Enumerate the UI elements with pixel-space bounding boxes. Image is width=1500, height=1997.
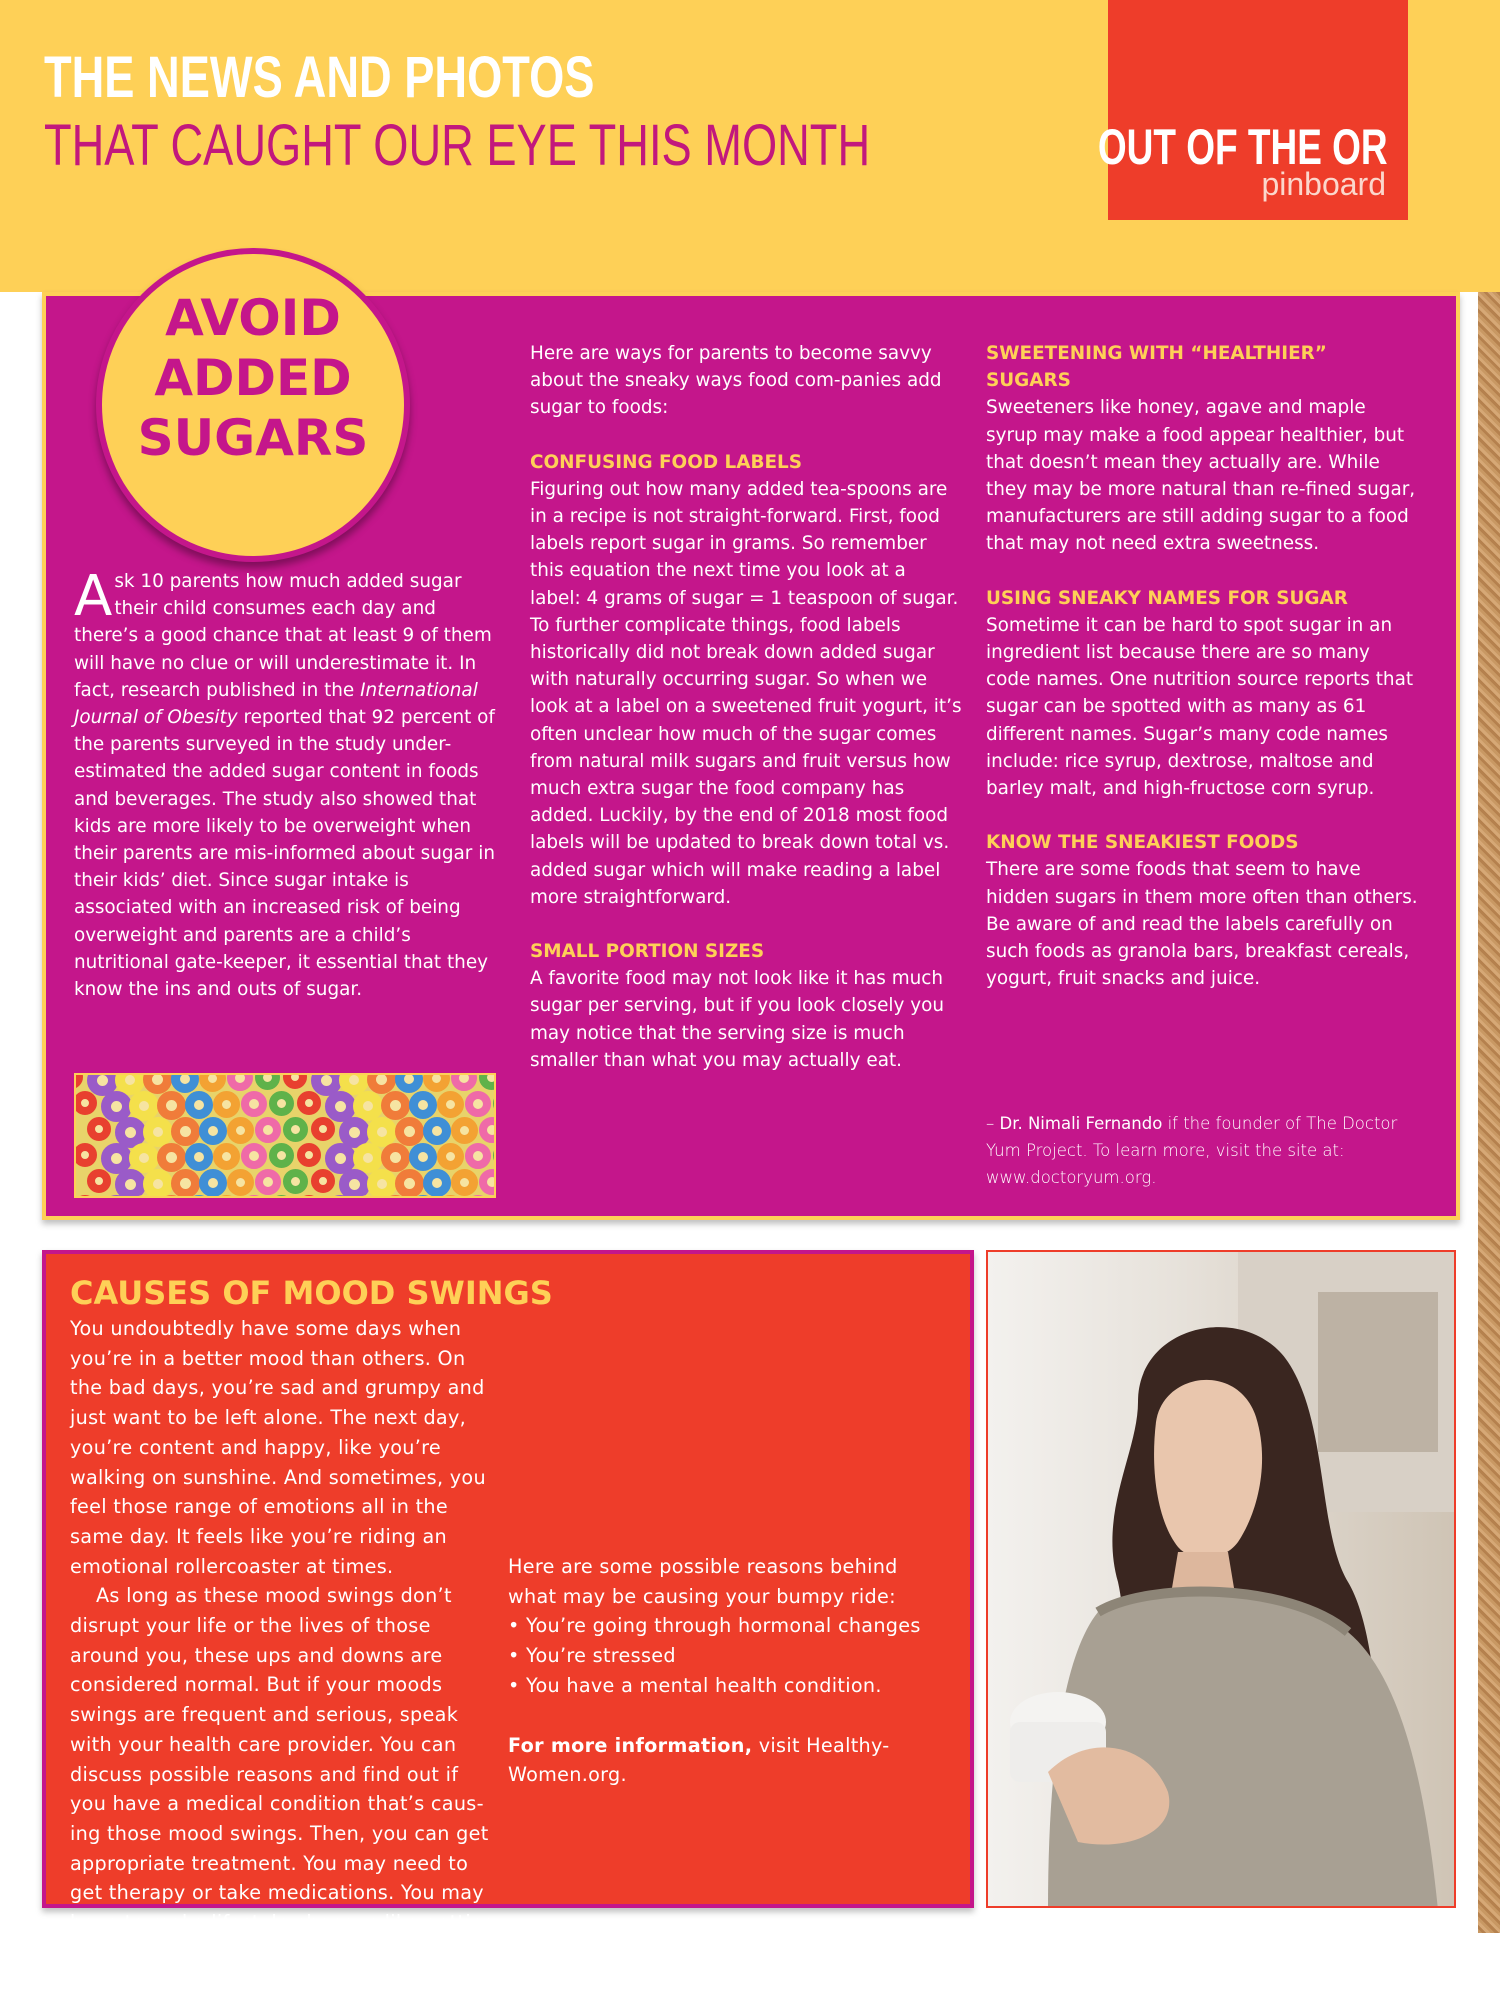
cereal-ring <box>451 1117 478 1144</box>
cereal-ring <box>451 1073 477 1091</box>
section-heading: SWEETENING WITH “HEALTHIER” SUGARS <box>986 343 1327 392</box>
mood-paragraph: As long as these mood swings don’t disrupt your life or the lives of those around you, these ups and downs are considered normal. But if your moods swings are frequent and serious, speak with your health care provider. You can discuss possible reasons and find out if you have a medical condition that’s caus-ing those mood swings. Then, you can get appropriate treatment. You may need to get therapy or take medications. You may have to make lifestyle changes like getting plenty of exercise and sleeping and eating healthfully. <box>70 1584 496 1994</box>
woman-with-mug-photo <box>986 1250 1456 1908</box>
mood-paragraph: You undoubtedly have some days when you’re in a better mood than others. On the bad days, you’re sad and grumpy and just want to be left alone. The next day, you’re content and happy, like you’re walking on sunshine. And sometimes, you feel those range of emotions all in the same day. It feels like you’re riding an emotional rollercoaster at times. <box>70 1317 486 1578</box>
header-title-line2: THAT CAUGHT OUR EYE THIS MONTH <box>44 113 871 178</box>
section-heading: KNOW THE SNEAKIEST FOODS <box>986 832 1299 854</box>
page-header <box>0 0 1500 292</box>
section-heading: USING SNEAKY NAMES FOR SUGAR <box>986 587 1348 609</box>
cereal-ring <box>479 1117 496 1143</box>
mood-right-column <box>508 1314 934 1790</box>
cereal-ring <box>269 1195 294 1198</box>
cereal-ring <box>395 1117 424 1146</box>
cereal-ring <box>381 1143 410 1172</box>
sugar-lead-paragraph: Here are ways for parents to become savvy about the sneaky ways food com-panies add sugar to foods: <box>530 343 942 419</box>
sugar-title-line: SUGARS <box>137 409 369 467</box>
cereal-ring <box>185 1143 213 1171</box>
author-credit <box>986 1110 1406 1191</box>
cereal-ring <box>255 1073 280 1090</box>
cereal-ring <box>269 1091 294 1116</box>
cereal-ring <box>74 1195 97 1198</box>
cereal-ring <box>115 1169 146 1198</box>
cereal-photo <box>74 1073 496 1198</box>
cereal-ring <box>465 1143 491 1169</box>
more-info-label: For more information, <box>508 1733 753 1757</box>
section-text: Figuring out how many added tea-spoons are in a recipe is not straight-forward. First, food labels report sugar in grams. So remember this equation the next time you look at a label: 4 grams of sugar = 1 teaspoon of sugar. To further complicate things, food labels historically did not break down added sugar with naturally occurring sugar. So when we look at a label on a sweetened fruit yogurt, it’s often unclear how much of the sugar comes from natural milk sugars and fruit versus how much extra sugar the food company has added. Luckily, by the end of 2018 most food labels will be updated to break down total vs. added sugar which will make reading a label more straightforward. <box>530 478 962 908</box>
cereal-ring <box>74 1091 97 1115</box>
cereal-ring <box>297 1143 321 1167</box>
cereal-ring <box>395 1169 424 1198</box>
cereal-ring <box>157 1091 186 1120</box>
cereal-ring <box>269 1143 294 1168</box>
mood-left-column <box>70 1314 496 1997</box>
cereal-ring <box>283 1117 308 1142</box>
cereal-ring <box>367 1169 397 1198</box>
cereal-ring <box>255 1169 281 1195</box>
photo-illustration <box>988 1252 1456 1908</box>
cereal-ring <box>297 1195 321 1198</box>
cereal-ring <box>339 1169 370 1198</box>
cereal-ring <box>213 1143 240 1170</box>
cereal-ring <box>283 1169 308 1194</box>
sugar-right-column <box>986 340 1418 992</box>
cereal-ring <box>199 1117 227 1145</box>
cereal-ring <box>171 1073 199 1093</box>
cereal-ring <box>465 1195 491 1198</box>
sugar-middle-column <box>530 340 962 1074</box>
column-continuation-space <box>508 1314 934 1522</box>
cereal-ring <box>395 1073 423 1093</box>
cereal-ring <box>297 1091 321 1115</box>
cereal-ring <box>74 1073 83 1089</box>
cereal-ring <box>87 1169 111 1193</box>
cereal-ring <box>409 1091 437 1119</box>
cereal-ring <box>143 1169 173 1198</box>
cereal-ring <box>493 1143 496 1168</box>
section-heading: CONFUSING FOOD LABELS <box>530 451 802 473</box>
cereal-ring <box>409 1143 437 1171</box>
cereal-ring <box>437 1091 464 1118</box>
corkboard-edge <box>1478 292 1500 1933</box>
cereal-ring <box>283 1073 307 1089</box>
cereal-ring <box>213 1091 240 1118</box>
cereal-ring <box>227 1117 254 1144</box>
intro-text: sk 10 parents how much added sugar their child consumes each day and there’s a good chance that at least 9 of them will have no clue or will underestimate it. In fact, research published in the <box>74 571 492 701</box>
badge-title: OUT OF THE OR <box>1098 119 1388 175</box>
section-text: A favorite food may not look like it has much sugar per serving, but if you look closely you may notice that the serving size is much smaller than what you may actually eat. <box>530 968 945 1071</box>
drop-cap: A <box>74 564 113 629</box>
cereal-ring <box>185 1091 213 1119</box>
cereal-ring <box>157 1143 186 1172</box>
more-info <box>508 1731 934 1790</box>
section-text: There are some foods that seem to have hidden sugars in them more often than others. Be aware of and read the labels carefully on such foods as granola bars, breakfast cereals, yogurt, fruit snacks and juice. <box>986 859 1418 990</box>
cereal-ring <box>255 1117 281 1143</box>
cereal-ring <box>311 1117 335 1141</box>
reason-item: • You’re stressed <box>508 1644 676 1668</box>
badge-subtitle: pinboard <box>1261 166 1386 202</box>
sugar-title-line: ADDED <box>154 349 352 407</box>
reasons-intro: Here are some possible reasons behind what may be causing your bumpy ride: <box>508 1555 898 1608</box>
section-text: Sweeteners like honey, agave and maple syrup may make a food appear healthier, but that doesn’t mean they actually are. While they may be more natural than re-fined sugar, manufacturers are still adding sugar to a food that may not need extra sweetness. <box>986 397 1416 555</box>
journal-name: International Journal of Obesity <box>74 679 478 729</box>
cereal-ring <box>227 1073 253 1091</box>
cereal-ring <box>199 1073 226 1092</box>
more-info-link-text: visit Healthy-Women.org. <box>508 1733 890 1787</box>
cereal-ring <box>381 1091 410 1120</box>
section-heading: SMALL PORTION SIZES <box>530 941 765 963</box>
cereal-ring <box>493 1091 496 1116</box>
header-title-line1: THE NEWS AND PHOTOS <box>44 45 595 110</box>
cereal-ring <box>423 1169 451 1197</box>
cereal-ring <box>423 1073 450 1092</box>
cereal-ring <box>171 1169 200 1198</box>
cereal-ring <box>227 1169 254 1196</box>
reason-item: • You have a mental health condition. <box>508 1673 882 1697</box>
cereal-ring <box>465 1091 491 1117</box>
cereal-ring <box>423 1117 451 1145</box>
cereal-ring <box>241 1143 267 1169</box>
sugar-title <box>102 288 404 468</box>
sugar-intro-column <box>74 564 500 1003</box>
author-name: Dr. Nimali Fernando <box>999 1114 1163 1133</box>
reason-item: • You’re going through hormonal changes <box>508 1614 921 1638</box>
cereal-ring <box>199 1169 227 1197</box>
cereal-ring <box>479 1169 496 1195</box>
sugar-title-circle <box>96 248 410 562</box>
cereal-ring <box>311 1169 335 1193</box>
section-text: Sometime it can be hard to spot sugar in an ingredient list because there are so many code names. One nutrition source reports that sugar can be spotted with as many as 61 different names. Sugar’s many code names include: rice syrup, dextrose, maltose and barley malt, and high-fructose corn syrup. <box>986 614 1414 800</box>
sugar-title-line: AVOID <box>165 289 341 347</box>
cereal-ring <box>241 1091 267 1117</box>
cereal-ring <box>241 1195 267 1198</box>
section-badge <box>1098 0 1408 220</box>
cereal-ring <box>74 1143 97 1167</box>
credit-dash: – <box>986 1114 1000 1133</box>
mood-title: CAUSES OF MOOD SWINGS <box>70 1274 553 1312</box>
cereal-ring <box>451 1169 478 1196</box>
cereal-ring <box>437 1143 464 1170</box>
cereal-ring <box>479 1073 496 1090</box>
intro-text: reported that 92 percent of the parents surveyed in the study under-estimated the added sugar content in foods and beverages. The study also showed that kids are more likely to be overweight when their parents are mis-informed about sugar in their kids’ diet. Since sugar intake is associated with an increased risk of being overweight and parents are a child’s nutritional gate-keeper, it essential that they know the ins and outs of sugar. <box>74 707 495 1001</box>
cereal-ring <box>493 1195 496 1198</box>
credit-text: if the founder of The Doctor Yum Project. To learn more, visit the site at: www.doctoryum.org. <box>986 1114 1398 1187</box>
sugar-intro-paragraph <box>74 564 500 1003</box>
cereal-ring <box>87 1117 111 1141</box>
cereal-ring <box>171 1117 200 1146</box>
